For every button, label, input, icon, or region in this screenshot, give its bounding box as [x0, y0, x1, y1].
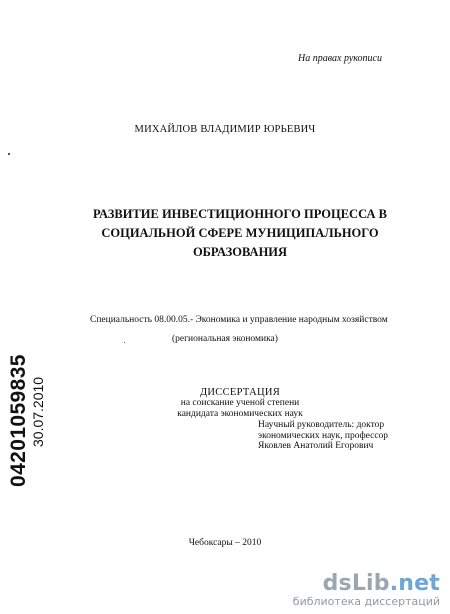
stamp-date: 30.07.2010	[30, 376, 46, 447]
scan-speck	[8, 153, 10, 155]
dissertation-title	[40, 205, 440, 262]
stamp-number: 04201059835	[7, 354, 30, 487]
dslib-logo	[293, 572, 440, 596]
dslib-watermark	[293, 572, 440, 608]
specialty-block	[90, 311, 390, 349]
city-year: Чебоксары – 2010	[188, 538, 262, 548]
library-stamp	[8, 354, 46, 487]
thesis-degree-block	[140, 387, 340, 420]
thesis-degree-line: кандидата экономических наук	[177, 409, 303, 419]
title-line: РАЗВИТИЕ ИНВЕСТИЦИОННОГО ПРОЦЕССА В	[93, 207, 387, 221]
thesis-heading: ДИССЕРТАЦИЯ	[199, 387, 281, 398]
logo-tld: .net	[389, 571, 440, 596]
logo-main: dsLib	[322, 571, 390, 596]
supervisor-line: экономических наук, профессор	[258, 430, 389, 441]
supervisor-line: Научный руководитель: доктор	[258, 420, 385, 430]
title-line: ОБРАЗОВАНИЯ	[192, 245, 288, 259]
thesis-degree-line: на соискание ученой степени	[180, 398, 300, 408]
supervisor-block	[258, 420, 438, 452]
author-name: МИХАЙЛОВ ВЛАДИМИР ЮРЬЕВИЧ	[134, 124, 316, 135]
title-line: СОЦИАЛЬНОЙ СФЕРЕ МУНИЦИПАЛЬНОГО	[101, 226, 379, 240]
scan-speck	[124, 342, 125, 343]
manuscript-note: На правах рукописи	[298, 53, 382, 64]
watermark-subtitle: библиотека диссертаций	[292, 595, 440, 608]
supervisor-name: Яковлев Анатолий Егорович	[258, 441, 374, 451]
specialty-subfield: (региональная экономика)	[172, 334, 278, 344]
specialty-code: Специальность 08.00.05.- Экономика и управление народным хозяйством	[90, 315, 388, 325]
